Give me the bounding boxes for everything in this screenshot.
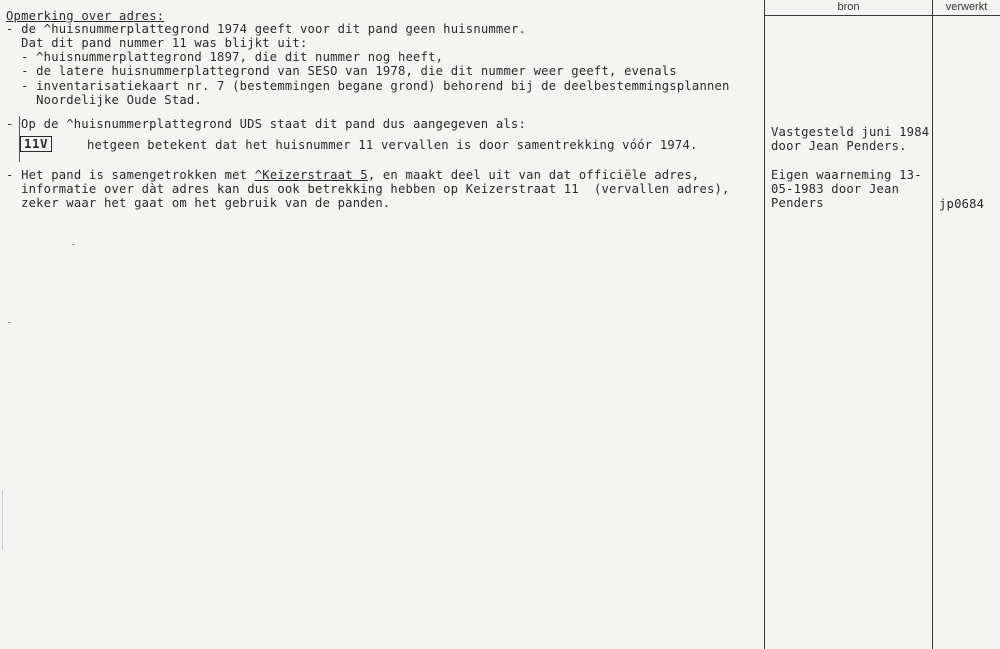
bron-entry-1: door Jean Penders. bbox=[771, 139, 907, 153]
bron-column-left-border bbox=[764, 0, 765, 649]
remark-line bbox=[6, 168, 699, 182]
remark-line: - de latere huisnummerplattegrond van SESO van 1978, die dit nummer weer geeft, evenals bbox=[6, 64, 677, 78]
remark-line: - de ^huisnummerplattegrond 1974 geeft voor dit pand geen huisnummer. bbox=[6, 22, 527, 36]
remarks-heading: Opmerking over adres: bbox=[6, 9, 165, 23]
remark-line: hetgeen betekent dat het huisnummer 11 vervallen is door samentrekking vóór 1974. bbox=[87, 138, 698, 152]
verwerkt-header: verwerkt bbox=[945, 1, 988, 13]
remark-line: Dat dit pand nummer 11 was blijkt uit: bbox=[6, 36, 308, 50]
header-underline bbox=[764, 15, 1000, 16]
remark-line: zeker waar het gaat om het gebruik van de panden. bbox=[6, 196, 391, 210]
scan-speck bbox=[8, 322, 11, 323]
verwerkt-column-left-border bbox=[932, 0, 933, 649]
bron-entry-2: Eigen waarneming 13- bbox=[771, 168, 922, 182]
bron-entry-1: Vastgesteld juni 1984 bbox=[771, 125, 930, 139]
keizerstraat-link[interactable]: ^Keizerstraat 5 bbox=[254, 168, 368, 182]
remark-line: - inventarisatiekaart nr. 7 (bestemmingen begane grond) behorend bij de deelbestemmingsplannen bbox=[6, 79, 730, 93]
dash-marker: - bbox=[6, 117, 14, 131]
remark-line: informatie over dàt adres kan dus ook betrekking hebben op Keizerstraat 11 (vervallen adres), bbox=[6, 182, 730, 196]
bron-entry-2: 05-1983 door Jean bbox=[771, 182, 900, 196]
remark-text: - Het pand is samengetrokken met bbox=[6, 168, 255, 182]
bron-entry-2: Penders bbox=[771, 196, 824, 210]
scan-speck bbox=[72, 244, 75, 245]
house-number-box: 11V bbox=[20, 136, 52, 152]
verwerkt-entry: jp0684 bbox=[939, 197, 985, 211]
remark-line: Op de ^huisnummerplattegrond UDS staat dit pand dus aangegeven als: bbox=[21, 117, 527, 131]
remark-line: - ^huisnummerplattegrond 1897, die dit nummer nog heeft, bbox=[6, 50, 444, 64]
remark-text: , en maakt deel uit van dat officiële adres, bbox=[367, 168, 700, 182]
scan-speck bbox=[2, 490, 3, 550]
remark-line: Noordelijke Oude Stad. bbox=[6, 93, 202, 107]
bron-header: bron bbox=[837, 1, 860, 13]
